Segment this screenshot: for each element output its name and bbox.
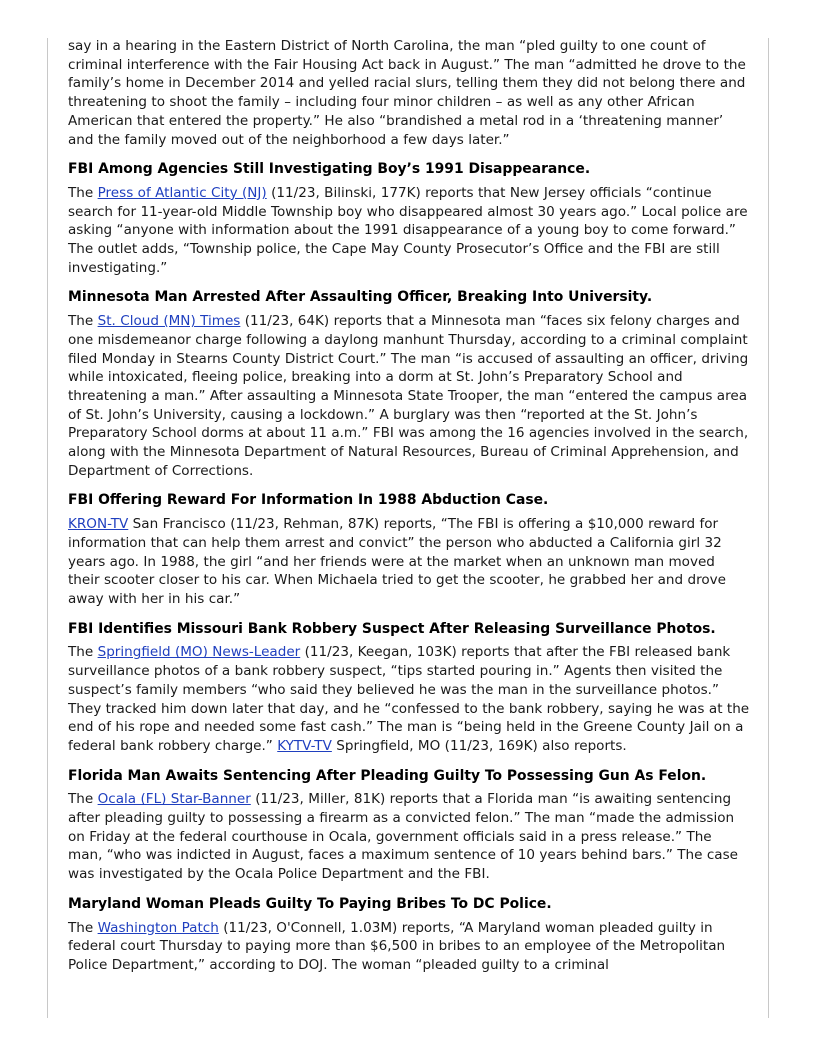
- source-link[interactable]: Press of Atlantic City (NJ): [97, 184, 267, 201]
- source-link[interactable]: KRON-TV: [68, 516, 129, 533]
- left-margin-rule: [47, 38, 48, 1018]
- source-link[interactable]: Washington Patch: [97, 919, 219, 936]
- article-body: KRON-TV San Francisco (11/23, Rehman, 87K) reports, “The FBI is offering a $10,000 reward for information that can help them arrest and convict” the person who abducted a California girl 32 years ago. In 1988, the girl “and her friends were at the market when an unknown man moved their scooter closer to his car. When Michaela tried to get the scooter, he grabbed her and drove away with her in his car.”: [68, 516, 726, 607]
- news-clips-body: [68, 37, 750, 975]
- article-body: The Washington Patch (11/23, O'Connell, 1.03M) reports, “A Maryland woman pleaded guilty in federal court Thursday to paying more than $6,500 in bribes to an employee of the Metropolitan Police Department,” according to DOJ. The woman “pleaded guilty to a criminal: [68, 919, 726, 973]
- article: [68, 895, 750, 975]
- intro-paragraph: say in a hearing in the Eastern District of North Carolina, the man “pled guilty to one count of criminal interference with the Fair Housing Act back in August.” The man “admitted he drove to the family’s home in December 2014 and yelled racial slurs, telling them they did not belong there and threatening to shoot the family – including four minor children – as well as any other African American that entered the property.” He also “brandished a metal rod in a ‘threatening manner’ and the family moved out of the neighborhood a few days later.”: [68, 38, 746, 148]
- source-link[interactable]: Springfield (MO) News-Leader: [97, 644, 301, 661]
- article-headline: Minnesota Man Arrested After Assaulting Officer, Breaking Into University.: [68, 289, 653, 306]
- article-body: The Springfield (MO) News-Leader (11/23, Keegan, 103K) reports that after the FBI released bank surveillance photos of a bank robbery suspect, “tips started pouring in.” Agents then visited the suspect’s family members “who said they believed he was the man in the surveillance photos.” They tracked him down later that day, and he “confessed to the bank robbery, saying he was at the end of his rope and needed some fast cash.” The man is “being held in the Greene County Jail on a federal bank robbery charge.” KYTV-TV Springfield, MO (11/23, 169K) also reports.: [68, 644, 750, 754]
- source-link-secondary[interactable]: KYTV-TV: [277, 737, 332, 754]
- article-headline: Florida Man Awaits Sentencing After Pleading Guilty To Possessing Gun As Felon.: [68, 767, 707, 784]
- right-margin-rule: [768, 38, 769, 1018]
- article: [68, 620, 750, 756]
- source-link[interactable]: Ocala (FL) Star-Banner: [97, 791, 251, 808]
- article: [68, 288, 750, 480]
- article-headline: FBI Identifies Missouri Bank Robbery Suspect After Releasing Surveillance Photos.: [68, 620, 716, 637]
- article-headline: FBI Among Agencies Still Investigating Boy’s 1991 Disappearance.: [68, 161, 591, 178]
- article-headline: Maryland Woman Pleads Guilty To Paying Bribes To DC Police.: [68, 895, 552, 912]
- article: [68, 767, 750, 884]
- article-body: The St. Cloud (MN) Times (11/23, 64K) reports that a Minnesota man “faces six felony charges and one misdemeanor charge following a daylong manhunt Thursday, according to a criminal complaint filed Monday in Stearns County District Court.” The man “is accused of assaulting an officer, driving while intoxicated, fleeing police, breaking into a dorm at St. John’s Preparatory School and threatening a man.” After assaulting a Minnesota State Trooper, the man “entered the campus area of St. John’s University, causing a lockdown.” A burglary was then “reported at the St. John’s Preparatory School dorms at about 11 a.m.” FBI was among the 16 agencies involved in the search, along with the Minnesota Department of Natural Resources, Bureau of Criminal Apprehension, and Department of Corrections.: [68, 313, 749, 479]
- source-link[interactable]: St. Cloud (MN) Times: [97, 313, 241, 330]
- article: [68, 160, 750, 277]
- article: [68, 491, 750, 608]
- article-headline: FBI Offering Reward For Information In 1988 Abduction Case.: [68, 492, 549, 509]
- article-body: The Ocala (FL) Star-Banner (11/23, Miller, 81K) reports that a Florida man “is awaiting sentencing after pleading guilty to possessing a firearm as a convicted felon.” The man “made the admission on Friday at the federal courthouse in Ocala, government officials said in a press release.” The man, “who was indicted in August, faces a maximum sentence of 10 years behind bars.” The case was investigated by the Ocala Police Department and the FBI.: [68, 791, 738, 883]
- article-body: The Press of Atlantic City (NJ) (11/23, Bilinski, 177K) reports that New Jersey officials “continue search for 11-year-old Middle Township boy who disappeared almost 30 years ago.” Local police are asking “anyone with information about the 1991 disappearance of a young boy to come forward.” The outlet adds, “Township police, the Cape May County Prosecutor’s Office and the FBI are still investigating.”: [68, 184, 748, 276]
